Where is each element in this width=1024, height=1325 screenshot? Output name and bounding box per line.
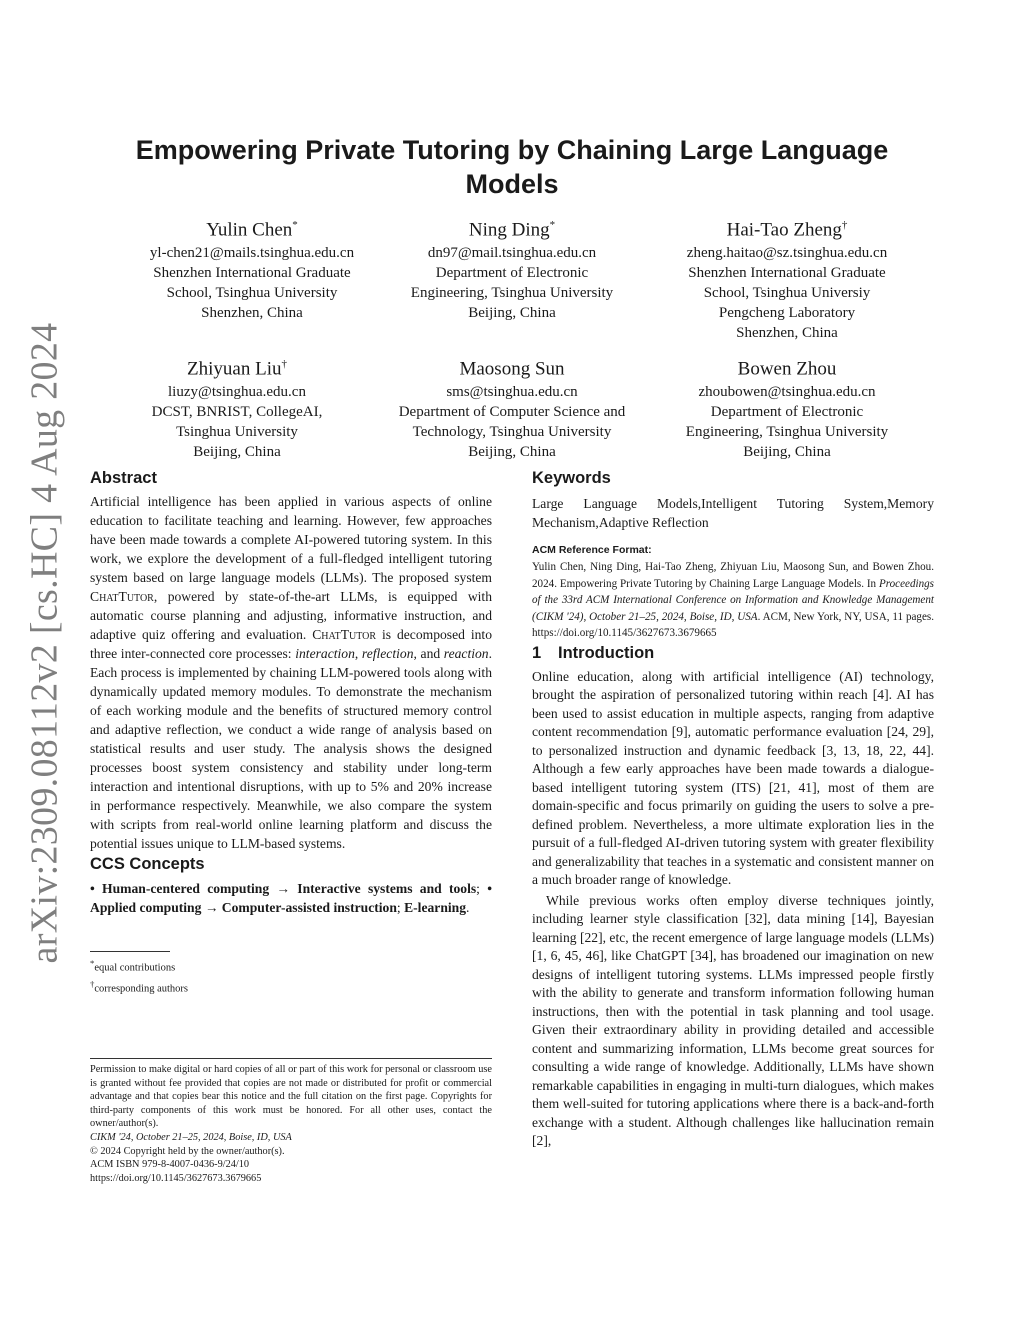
author-name: Maosong Sun [459, 358, 565, 380]
author-affiliation: Shenzhen International Graduate [688, 265, 886, 282]
author-location: Beijing, China [743, 444, 831, 461]
author-block-4 [102, 351, 372, 462]
author-email[interactable]: sms@tsinghua.edu.cn [446, 384, 578, 401]
permission-text: Permission to make digital or hard copies of all or part of this work for personal or classroom use is granted without fee provided that copies are not made or distributed for profit or commercial advantage and that copies bear this notice and the full citation on the first page. Copyrights for third-party components of this work must be honored. For all other uses, contact the owner/author(s). [90, 1064, 492, 1130]
author-name: Ning Ding* [468, 219, 556, 241]
abstract-heading: Abstract [90, 469, 157, 487]
author-affiliation: Technology, Tsinghua University [412, 424, 612, 441]
left-column [90, 467, 492, 996]
author-email[interactable]: yl-chen21@mails.tsinghua.edu.cn [149, 245, 355, 262]
author-location: Beijing, China [193, 444, 281, 461]
abstract-text: Artificial intelligence has been applied in various aspects of online education to facilitate teaching and learning. However, few approaches have been made towards a complete AI-powered tutoring system. In this work, we explore the development of a full-fledged intelligent tutoring system based on large language models (LLMs). The proposed system ChatTutor, powered by state-of-the-art LLMs, is equipped with automatic course planning and adjusting, informative instruction, and adaptive quiz offering and evaluation. ChatTutor is decomposed into three inter-connected core processes: interaction, reflection, and reaction. Each process is implemented by chaining LLM-powered tools along with dynamically updated memory modules. To demonstrate the mechanism of each working module and the benefits of structured memory control and adaptive reflection, we conduct a wide range of analysis based on statistical results and user study. The analysis shows the designed processes boost system consistency and stability under long-term interaction and intentional disruptions, with up to 5% and 20% increase in performance respectively. Meanwhile, we also compare the system with scripts from real-world online learning platform and discuss the potential issues unique to LLM-based systems. [90, 494, 492, 851]
ccs-concepts: • Human-centered computing → Interactive systems and tools; • Applied computing → Computer-assisted instruction; E-learning. [90, 881, 492, 915]
author-block-3 [652, 212, 922, 343]
footnote-equal-contrib: *equal contributions [90, 958, 176, 974]
venue-line: CIKM '24, October 21–25, 2024, Boise, ID, USA [90, 1131, 292, 1143]
author-location: Shenzhen, China [736, 325, 838, 342]
author-affiliation: Engineering, Tsinghua University [410, 285, 614, 302]
author-location: Shenzhen, China [201, 305, 303, 322]
author-block-2 [377, 212, 647, 323]
arxiv-watermark: arXiv:2309.08112v2 [cs.HC] 4 Aug 2024 [23, 322, 65, 963]
introduction-heading: 1 Introduction [532, 643, 655, 662]
author-affiliation: Department of Electronic [435, 265, 589, 282]
right-column [532, 467, 934, 1151]
author-affiliation: Engineering, Tsinghua University [685, 424, 889, 441]
author-name: Hai-Tao Zheng† [726, 219, 848, 241]
intro-paragraph-2: While previous works often employ diverse techniques jointly, including learner style classification [32], data mining [14], Bayesian learning [22], etc, the recent emergence of large language models (LLMs) [1, 6, 45, 46], like ChatGPT [34], has broadened our imagination on new designs of intelligent tutoring systems. LLMs impressed people firstly with the ability to generate and transform information following human instructions, then with the potential in task planning and tool usage. Given their extraordinary ability in providing detailed and accessible content and summarizing information, LLMs become great sources for consulting a wide range of knowledge. Additionally, LLMs have shown remarkable capabilities in engaging in multi-turn dialogues, which makes them well-suited for tutoring applications where there is a back-and-forth exchange with a student. Although challenges like hallucination remain [2], [532, 892, 934, 1148]
author-email[interactable]: zheng.haitao@sz.tsinghua.edu.cn [686, 245, 888, 262]
author-affiliation: DCST, BNRIST, CollegeAI, [151, 404, 323, 421]
keywords-text: Large Language Models,Intelligent Tutoring System,Memory Mechanism,Adaptive Reflection [532, 496, 934, 530]
acm-reference-text: Yulin Chen, Ning Ding, Hai-Tao Zheng, Zhiyuan Liu, Maosong Sun, and Bowen Zhou. 2024. Empowering Private Tutoring by Chaining Large Language Models. In Proceedings of the 33rd ACM International Conference on Information and Knowledge Management (CIKM '24), October 21–25, 2024, Boise, ID, USA. ACM, New York, NY, USA, 11 pages. https://doi.org/10.1145/3627673.3679665 [532, 561, 934, 639]
author-affiliation: Department of Computer Science and [398, 404, 626, 421]
author-block-6 [652, 351, 922, 462]
author-affiliation: Pengcheng Laboratory [718, 305, 856, 322]
author-block-5 [377, 351, 647, 462]
acm-reference-heading: ACM Reference Format: [532, 544, 652, 556]
copyright-line: © 2024 Copyright held by the owner/author(s). [90, 1145, 285, 1157]
author-affiliation: Tsinghua University [176, 424, 298, 441]
footnote-corresponding: †corresponding authors [90, 978, 188, 994]
keywords-heading: Keywords [532, 469, 611, 487]
author-email[interactable]: dn97@mail.tsinghua.edu.cn [427, 245, 597, 262]
author-location: Beijing, China [468, 305, 556, 322]
author-name: Bowen Zhou [737, 358, 837, 380]
permission-notice [90, 1058, 492, 1185]
doi-link[interactable]: https://doi.org/10.1145/3627673.3679665 [90, 1172, 262, 1184]
author-affiliation: School, Tsinghua University [166, 285, 338, 302]
isbn-line: ACM ISBN 979-8-4007-0436-9/24/10 [90, 1159, 250, 1171]
author-name: Zhiyuan Liu† [187, 358, 287, 380]
author-name: Yulin Chen* [206, 219, 298, 241]
author-block-1 [117, 212, 387, 323]
author-location: Beijing, China [468, 444, 556, 461]
author-affiliation: Shenzhen International Graduate [153, 265, 351, 282]
ccs-heading: CCS Concepts [90, 855, 205, 873]
author-email[interactable]: liuzy@tsinghua.edu.cn [168, 384, 306, 401]
author-affiliation: School, Tsinghua Universiy [703, 285, 871, 302]
footnote-rule [90, 951, 170, 952]
author-email[interactable]: zhoubowen@tsinghua.edu.cn [698, 384, 876, 401]
paper-title: Empowering Private Tutoring by Chaining Large Language Models [135, 135, 889, 199]
intro-paragraph-1: Online education, along with artificial intelligence (AI) technology, brought the aspiration of personalized tutoring within reach [4]. AI has been used to assist education in multiple aspects, ranging from adaptive content recommendation [9], automatic performance evaluation [24, 29], to personalized instruction and dynamic feedback [3, 13, 18, 22, 44]. Although a few early approaches have been made towards a dialogue-based intelligent tutoring system (ITS) [21, 41], most of them are domain-specific and focus primarily on guiding the users to solve a pre-defined problem. Nevertheless, a more ultimate exploration lies in the pursuit of a full-fledged AI-driven tutoring system with greater flexibility and generalizability that teaches in a systematic and consistent manner on a much broader range of knowledge. [532, 668, 934, 887]
author-affiliation: Department of Electronic [710, 404, 864, 421]
